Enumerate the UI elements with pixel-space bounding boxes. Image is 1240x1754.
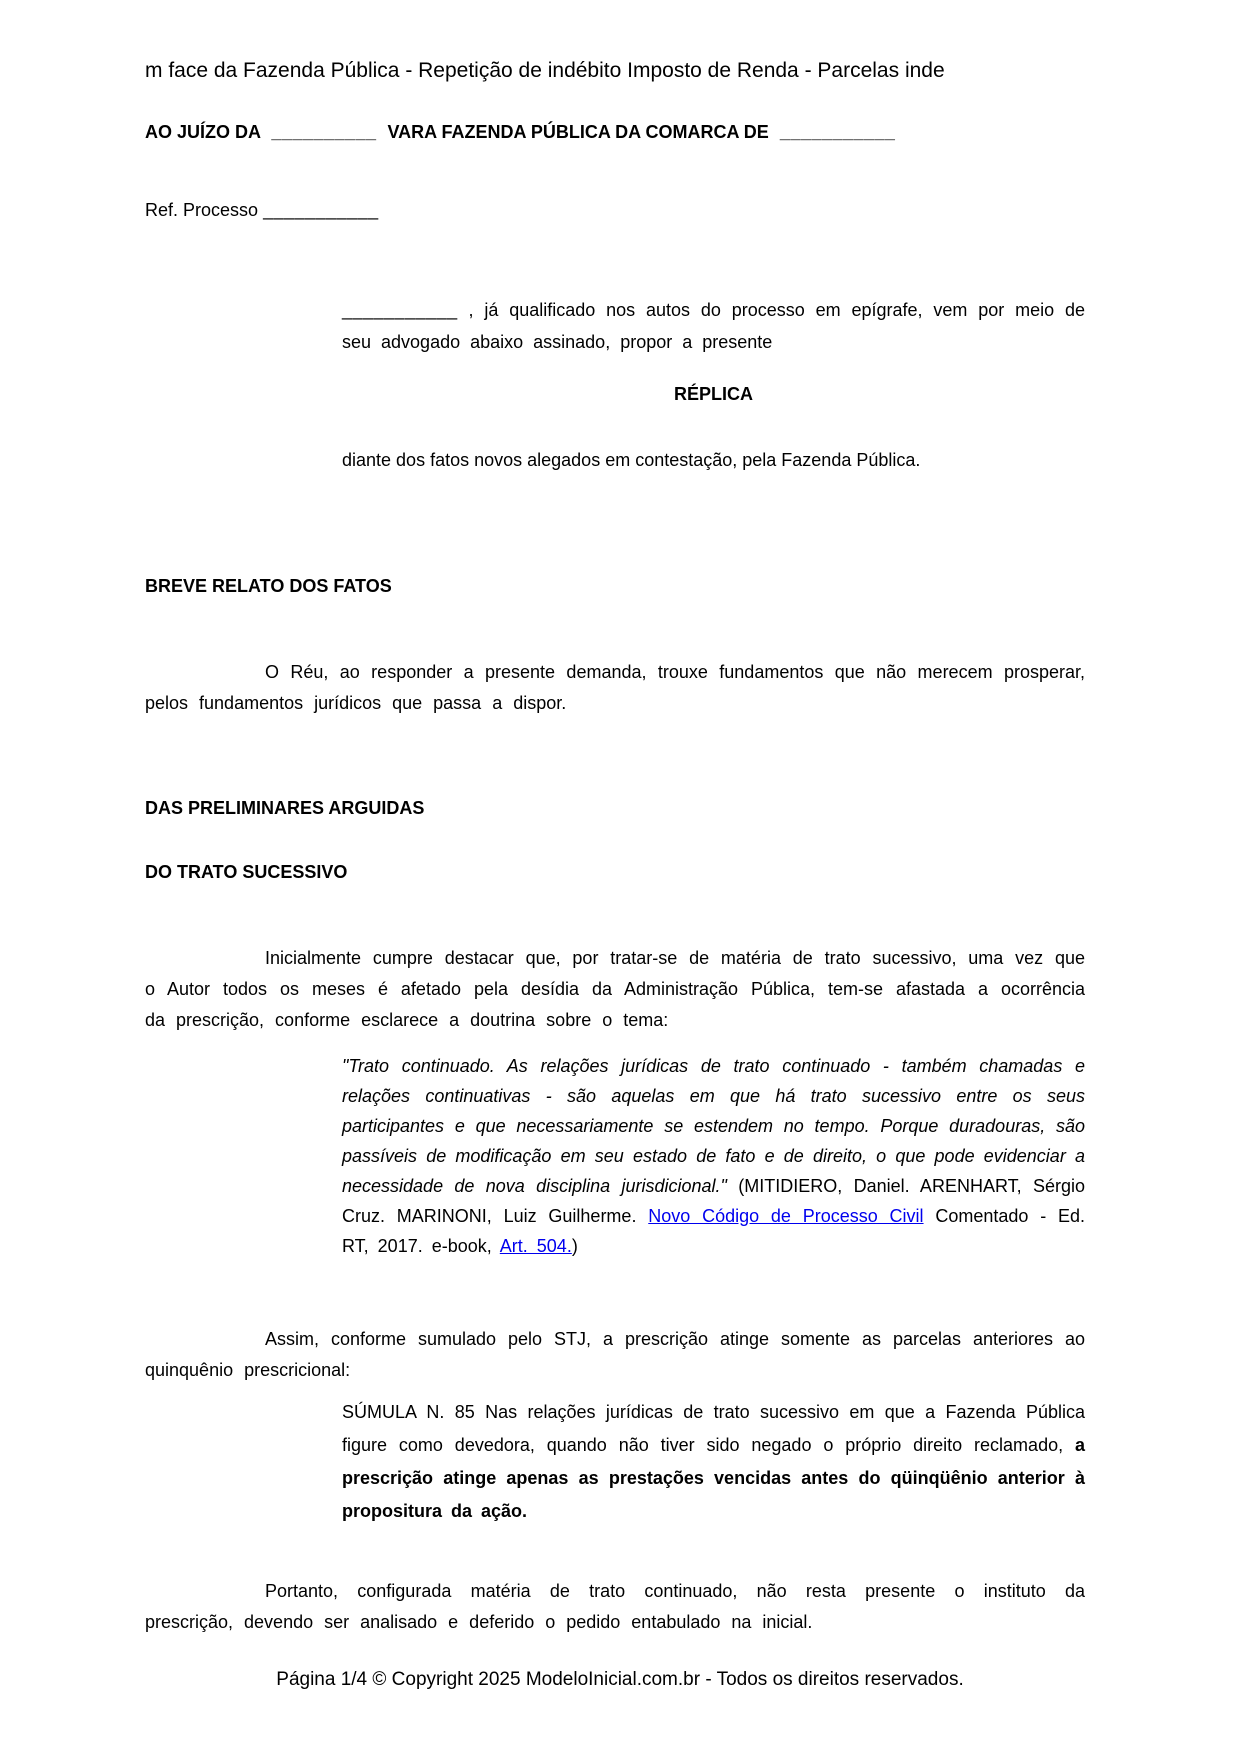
citation-suffix: ) [571,1236,578,1256]
court-addressing-line [145,120,1155,144]
process-reference-label: Ref. Processo [145,200,259,220]
paragraph-trato-sucessivo-2: Assim, conforme sumulado pelo STJ, a prescrição atinge somente as parcelas anteriores ao quinquênio prescricional: [145,1329,1085,1380]
link-art-504[interactable]: Art. 504. [499,1236,572,1256]
blank-field-vara: __________ [271,122,377,142]
intro-paragraph [342,294,1085,358]
sumula-85-bold-text: a prescrição atinge apenas as prestações vencidas antes do qüinqüênio anterior à propositura da ação. [342,1435,1085,1521]
document-title: RÉPLICA [673,384,753,404]
blank-field-comarca: ___________ [779,122,896,142]
document-subtitle: diante dos fatos novos alegados em contestação, pela Fazenda Pública. [342,450,921,470]
intro-paragraph-text: , já qualificado nos autos do processo em epígrafe, vem por meio de seu advogado abaixo assinado, propor a presente [342,300,1085,352]
blank-field-processo: ___________ [263,200,379,220]
page-footer: Página 1/4 © Copyright 2025 ModeloInicial.com.br - Todos os direitos reservados. [276,1669,964,1690]
paragraph-trato-sucessivo-1: Inicialmente cumpre destacar que, por tratar-se de matéria de trato sucessivo, uma vez que o Autor todos os meses é afetado pela desídia da Administração Pública, tem-se afastada a ocorrência da prescrição, conforme esclarece a doutrina sobre o tema: [145,948,1085,1030]
addressing-part2: VARA FAZENDA PÚBLICA DA COMARCA DE [387,122,769,142]
addressing-part1: AO JUÍZO DA [145,122,261,142]
blank-field-autor: ___________ [342,300,458,320]
citation-middle: Comentado - Ed. RT, 2017. e-book, [342,1206,1086,1256]
section-heading-preliminares: DAS PRELIMINARES ARGUIDAS [145,798,425,818]
section-heading-breve-relato: BREVE RELATO DOS FATOS [145,576,392,596]
sumula-85-text: SÚMULA N. 85 Nas relações jurídicas de trato sucessivo em que a Fazenda Pública figure como devedora, quando não tiver sido negado o próprio direito reclamado, [342,1402,1085,1455]
link-novo-codigo-processo-civil[interactable]: Novo Código de Processo Civil [648,1206,924,1226]
doctrine-quote [342,1051,1085,1261]
doctrine-quote-text: "Trato continuado. As relações jurídicas de trato continuado - também chamadas e relações continuativas - são aquelas em que há trato sucessivo entre os seus participantes e que necessariamente se estendem no tempo. Porque duradouras, são passíveis de modificação em seu estado de fato e de direito, o que pode evidenciar a necessidade de nova disciplina jurisdicional." [342,1056,1085,1196]
sumula-85-quote [342,1396,1085,1528]
citation-authors: (MITIDIERO, Daniel. ARENHART, Sérgio Cruz. MARINONI, Luiz Guilherme. [342,1176,1085,1226]
process-reference-line [145,198,379,222]
paragraph-breve-relato: O Réu, ao responder a presente demanda, trouxe fundamentos que não merecem prosperar, pelos fundamentos jurídicos que passa a dispor. [145,662,1085,713]
clipped-document-title: m face da Fazenda Pública - Repetição de indébito Imposto de Renda - Parcelas inde [145,59,945,82]
subsection-heading-trato-sucessivo: DO TRATO SUCESSIVO [145,862,348,882]
paragraph-trato-sucessivo-3: Portanto, configurada matéria de trato continuado, não resta presente o instituto da prescrição, devendo ser analisado e deferido o pedido entabulado na inicial. [145,1581,1085,1632]
